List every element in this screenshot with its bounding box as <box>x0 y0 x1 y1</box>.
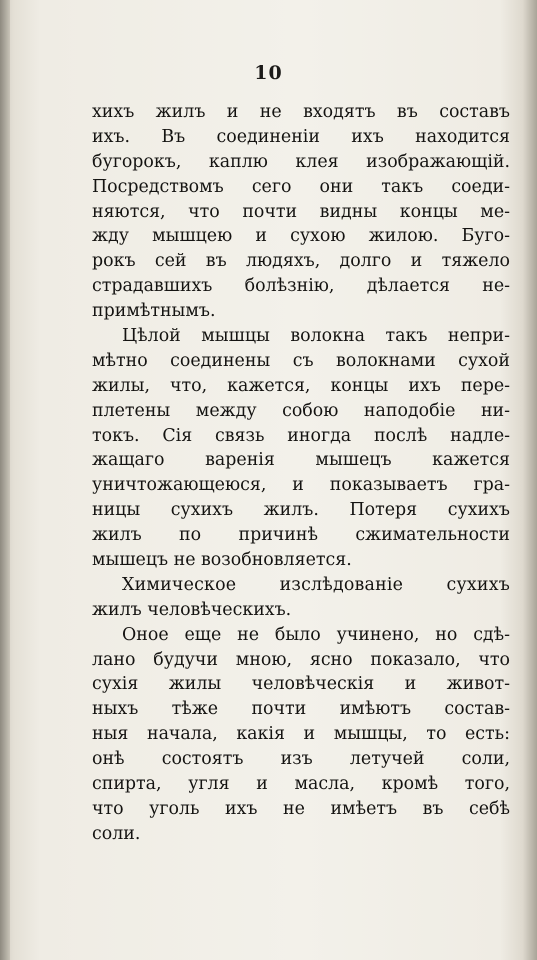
text-line: жащаго варенія мышецъ кажется <box>92 450 510 471</box>
text-line: соли. <box>92 823 141 844</box>
text-line: бугорокъ, каплю клея изображающій. <box>92 151 510 172</box>
page-edge-left <box>0 0 10 960</box>
text-line: что уголь ихъ не имѣетъ въ себѣ <box>92 798 510 819</box>
text-line: жду мышцею и сухою жилою. Буго- <box>92 226 510 247</box>
text-line: онѣ состоятъ изъ летучей соли, <box>92 749 510 770</box>
text-line: Оное еще не было учинено, но сдѣ- <box>122 624 510 645</box>
text-line: токъ. Сія связь иногда послѣ надле- <box>92 425 510 446</box>
paragraph-3 <box>92 623 510 847</box>
text-line: жилы, что, кажется, концы ихъ пере- <box>92 375 510 396</box>
text-line: плетены между собою наподобіе ни- <box>92 400 510 421</box>
text-line: Цѣлой мышцы волокна такъ непри- <box>122 326 510 347</box>
paragraph-2 <box>92 324 510 573</box>
text-line: рокъ сей въ людяхъ, долго и тяжело <box>92 251 510 272</box>
text-line: хихъ жилъ и не входятъ въ составъ <box>92 102 510 122</box>
text-line: ныхъ тѣже почти имѣютъ состав- <box>92 699 510 720</box>
text-line: мышецъ не возобновляется. <box>92 550 352 571</box>
text-line: сухія жилы человѣческія и живот- <box>92 674 510 695</box>
text-line: примѣтнымъ. <box>92 301 216 322</box>
page-number: 10 <box>254 62 283 84</box>
heading-line: Химическое изслѣдованіе сухихъ <box>122 574 510 595</box>
text-line: Посредствомъ сего они такъ соеди- <box>92 176 510 197</box>
text-line: уничтожающеюся, и показываетъ гра- <box>92 475 510 496</box>
text-block <box>92 100 510 847</box>
text-line: ихъ. Въ соединеніи ихъ находится <box>92 126 510 147</box>
heading-line: жилъ человѣческихъ. <box>92 599 292 620</box>
text-line: спирта, угля и масла, кромѣ того, <box>92 774 510 795</box>
text-line: няются, что почти видны концы ме- <box>92 201 510 222</box>
text-line: мѣтно соединены съ волокнами сухой <box>92 350 510 371</box>
text-line: жилъ по причинѣ сжимательности <box>92 525 510 546</box>
paragraph-1 <box>92 100 510 324</box>
page-edge-right <box>523 0 537 960</box>
text-line: лано будучи мною, ясно показало, что <box>92 649 510 670</box>
text-line: страдавшихъ болѣзнію, дѣлается не- <box>92 276 510 297</box>
text-line: ницы сухихъ жилъ. Потеря сухихъ <box>92 500 510 521</box>
section-heading <box>92 573 510 623</box>
text-line: ныя начала, какія и мышцы, то есть: <box>92 724 510 745</box>
